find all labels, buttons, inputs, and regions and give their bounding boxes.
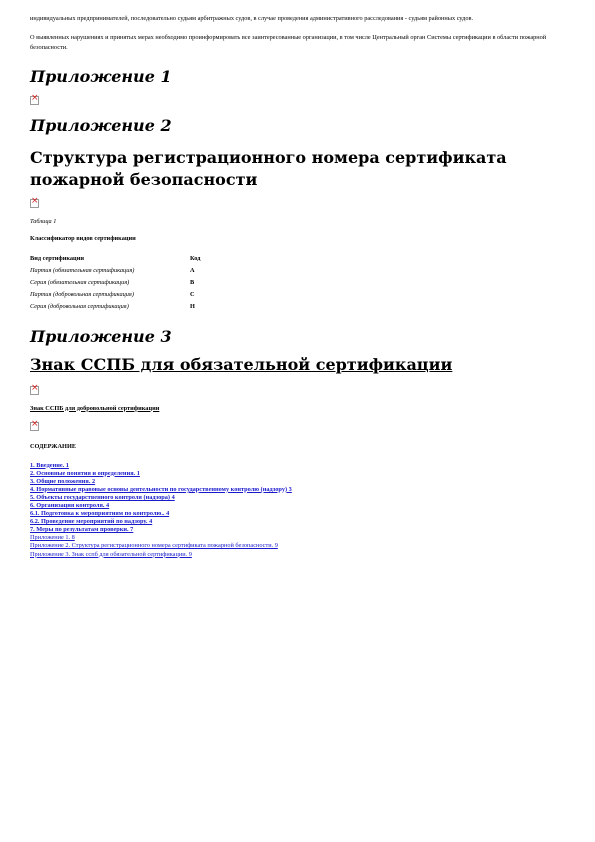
broken-image-icon bbox=[30, 96, 39, 105]
toc-link-measures[interactable]: 7. Меры по результатам проверки. 7 bbox=[30, 526, 134, 534]
appendix-2-subtitle: Структура регистрационного номера сертификата пожарной безопасности bbox=[30, 147, 507, 189]
table-caption: Таблица 1 bbox=[30, 217, 57, 225]
document-page bbox=[30, 14, 570, 559]
voluntary-mark-heading: Знак ССПБ для добровольной сертификации bbox=[30, 404, 160, 412]
toc-heading: СОДЕРЖАНИЕ bbox=[30, 442, 77, 450]
appendix-3-subtitle: Знак ССПБ для обязательной сертификации bbox=[30, 354, 453, 374]
toc-link-general-provisions[interactable]: 3. Общие положения. 2 bbox=[30, 477, 96, 485]
toc-link-introduction[interactable]: 1. Введение. 1 bbox=[30, 461, 69, 469]
table-cell: В bbox=[190, 278, 195, 286]
broken-image-icon bbox=[30, 386, 39, 395]
table-cell: Партия (обязательная сертификация) bbox=[30, 266, 135, 274]
intro-paragraph-2: О выявленных нарушениях и принятых мерах необходимо проинформировать все заинтересованные организации, в том числе Центральный орган Системы сертификации в области пожарной безопасности. bbox=[30, 33, 547, 51]
toc-link-definitions[interactable]: 2. Основные понятия и определения. 1 bbox=[30, 469, 140, 477]
toc-link-supervision[interactable]: 6.2. Проведение мероприятий по надзору. 4 bbox=[30, 518, 153, 526]
certification-types-table bbox=[30, 254, 200, 314]
table-row bbox=[30, 278, 200, 290]
broken-image-icon bbox=[30, 199, 39, 208]
table-cell: А bbox=[190, 266, 195, 274]
table-cell: Серия (добровольная сертификация) bbox=[30, 302, 129, 310]
table-header-cell: Код bbox=[190, 254, 201, 262]
toc-link-appendix-1[interactable]: Приложение 1. 8 bbox=[30, 534, 75, 542]
table-row bbox=[30, 290, 200, 302]
toc-link-control-objects[interactable]: 5. Объекты государственного контроля (надзора) 4 bbox=[30, 493, 175, 501]
toc-link-control-organization[interactable]: 6. Организация контроля. 4 bbox=[30, 501, 110, 509]
toc-link-legal-basis[interactable]: 4. Нормативные правовые основы деятельности по государственному контролю (надзору) 3 bbox=[30, 485, 292, 493]
toc-link-appendix-3[interactable]: Приложение 3. Знак сспб для обязательной сертификации. 9 bbox=[30, 550, 192, 558]
intro-paragraph-1: индивидуальных предпринимателей, последовательно судьям арбитражных судов, в случае проведения административного расследования - судьям районных судов. bbox=[30, 15, 474, 22]
appendix-1-heading: Приложение 1 bbox=[30, 66, 172, 86]
appendix-2-heading: Приложение 2 bbox=[30, 115, 172, 135]
table-header-row bbox=[30, 254, 200, 266]
table-cell: С bbox=[190, 290, 195, 298]
table-title: Классификатор видов сертификации bbox=[30, 234, 136, 242]
table-cell: Партия (добровольная сертификация) bbox=[30, 290, 134, 298]
toc-appendix-links bbox=[30, 534, 570, 558]
table-cell: Н bbox=[190, 302, 195, 310]
table-cell: Серия (обязательная сертификация) bbox=[30, 278, 130, 286]
table-row bbox=[30, 266, 200, 278]
appendix-3-heading: Приложение 3 bbox=[30, 326, 172, 346]
table-header-cell: Вид сертификации bbox=[30, 254, 84, 262]
broken-image-icon bbox=[30, 422, 39, 431]
table-row bbox=[30, 302, 200, 314]
table-of-contents bbox=[30, 462, 570, 559]
toc-link-control-preparation[interactable]: 6.1. Подготовка к мероприятиям по контролю.. 4 bbox=[30, 510, 170, 518]
toc-link-appendix-2[interactable]: Приложение 2. Структура регистрационного номера сертификата пожарной безопасности. 9 bbox=[30, 542, 278, 550]
